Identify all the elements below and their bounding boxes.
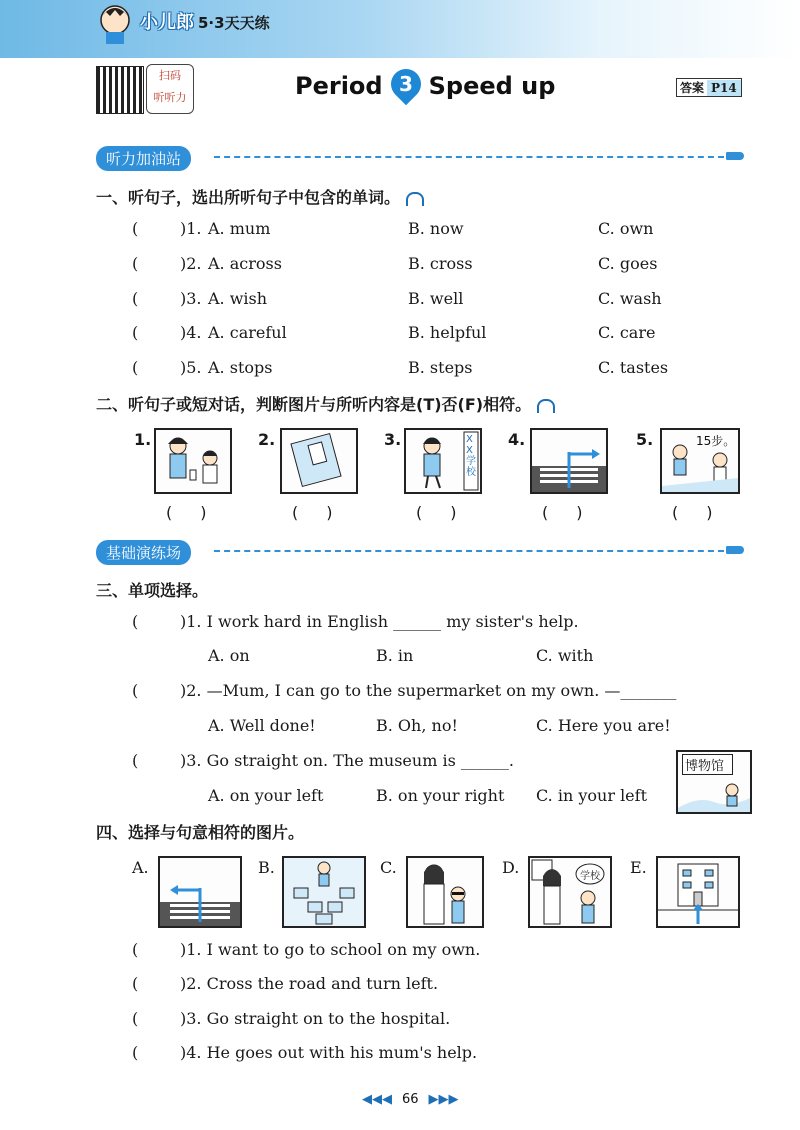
answer-blank[interactable]: ( xyxy=(132,1009,139,1028)
q2-picture-5 xyxy=(660,428,740,494)
q4-sentence: )4. He goes out with his mum's help. xyxy=(180,1043,478,1062)
q4-pic-label: D. xyxy=(502,858,520,877)
q2-picture-4 xyxy=(530,428,608,494)
answer-blank[interactable]: () xyxy=(672,503,741,522)
answer-ref: 答案 P14 xyxy=(676,78,742,97)
answer-blank[interactable]: () xyxy=(292,503,361,522)
answer-blank[interactable]: ( xyxy=(132,751,139,770)
q1-item-number: )1. xyxy=(180,219,202,238)
next-arrows[interactable]: ▶▶▶ xyxy=(428,1092,459,1107)
answer-blank[interactable]: ( xyxy=(132,323,139,342)
divider xyxy=(214,550,724,552)
museum-sign: 博物馆 xyxy=(682,754,733,775)
answer-blank[interactable]: ( xyxy=(132,358,139,377)
museum-picture xyxy=(676,750,752,814)
q1-item-number: )2. xyxy=(180,254,202,273)
steps-bubble: 15步。 xyxy=(696,434,736,448)
section-pill-practice: 基础演练场 xyxy=(96,540,191,565)
q2-pic-num: 3. xyxy=(384,430,402,449)
mascot-avatar xyxy=(98,4,132,44)
q4-picture-a xyxy=(158,856,242,928)
q2-pic-num: 5. xyxy=(636,430,654,449)
headphones-icon xyxy=(406,192,424,206)
q4-picture-b xyxy=(282,856,366,928)
pen-icon xyxy=(726,152,744,160)
answer-blank[interactable]: ( xyxy=(132,289,139,308)
answer-blank[interactable]: ( xyxy=(132,940,139,959)
speech-bubble: 学校 xyxy=(580,871,600,882)
answer-blank[interactable]: () xyxy=(542,503,611,522)
q2-picture-3 xyxy=(404,428,482,494)
option-b[interactable]: B. in xyxy=(376,646,414,665)
option-a[interactable]: A. mum xyxy=(208,219,271,238)
option-b[interactable]: B. well xyxy=(408,289,464,308)
q1-item-number: )4. xyxy=(180,323,202,342)
q4-sentence: )2. Cross the road and turn left. xyxy=(180,974,439,993)
prev-arrows[interactable]: ◀◀◀ xyxy=(362,1092,392,1107)
option-a[interactable]: A. Well done! xyxy=(208,716,316,735)
answer-blank[interactable]: ( xyxy=(132,219,139,238)
q1-item-number: )3. xyxy=(180,289,202,308)
q3-stem: )3. Go straight on. The museum is ______. xyxy=(180,751,514,770)
option-c[interactable]: C. goes xyxy=(598,254,658,273)
q4-sentence: )1. I want to go to school on my own. xyxy=(180,940,481,959)
q4-picture-c xyxy=(406,856,484,928)
option-c[interactable]: C. in your left xyxy=(536,786,647,805)
q1-item-number: )5. xyxy=(180,358,202,377)
option-a[interactable]: A. across xyxy=(208,254,282,273)
option-a[interactable]: A. careful xyxy=(208,323,287,342)
option-a[interactable]: A. on xyxy=(208,646,250,665)
option-b[interactable]: B. steps xyxy=(408,358,473,377)
q1-heading: 一、听句子，选出所听句子中包含的单词。 xyxy=(96,185,424,208)
answer-blank[interactable]: ( xyxy=(132,1043,139,1062)
option-b[interactable]: B. Oh, no! xyxy=(376,716,458,735)
option-a[interactable]: A. on your left xyxy=(208,786,324,805)
q4-sentence: )3. Go straight on to the hospital. xyxy=(180,1009,451,1028)
q3-stem: )1. I work hard in English ______ my sister's help. xyxy=(180,612,579,631)
option-c[interactable]: C. tastes xyxy=(598,358,669,377)
qr-code[interactable] xyxy=(96,66,144,114)
q4-pic-label: A. xyxy=(132,858,149,877)
option-c[interactable]: C. wash xyxy=(598,289,662,308)
headphones-icon xyxy=(537,399,555,413)
q4-pic-label: E. xyxy=(630,858,647,877)
q3-stem: )2. —Mum, I can go to the supermarket on my own. —_______ xyxy=(180,681,677,700)
q4-heading: 四、选择与句意相符的图片。 xyxy=(96,823,305,842)
q4-pic-label: C. xyxy=(380,858,397,877)
answer-blank[interactable]: () xyxy=(416,503,485,522)
page-number: 66 xyxy=(402,1092,419,1107)
q4-pic-label: B. xyxy=(258,858,275,877)
period-badge: 3 xyxy=(384,63,426,105)
q2-picture-1 xyxy=(154,428,232,494)
answer-blank[interactable]: ( xyxy=(132,254,139,273)
pen-icon xyxy=(726,546,744,554)
option-b[interactable]: B. helpful xyxy=(408,323,487,342)
q3-heading: 三、单项选择。 xyxy=(96,581,209,600)
answer-blank[interactable]: ( xyxy=(132,974,139,993)
section-pill-listening: 听力加油站 xyxy=(96,146,191,171)
brand: 小儿郎 5·3天天练 xyxy=(140,12,270,33)
option-b[interactable]: B. now xyxy=(408,219,464,238)
option-c[interactable]: C. own xyxy=(598,219,654,238)
page-title: Period 3 Speed up xyxy=(295,72,555,102)
scan-label: 扫码 听听力 xyxy=(146,64,194,114)
page-footer xyxy=(362,1092,459,1107)
option-b[interactable]: B. cross xyxy=(408,254,473,273)
option-c[interactable]: C. Here you are! xyxy=(536,716,671,735)
answer-blank[interactable]: ( xyxy=(132,681,139,700)
answer-blank[interactable]: ( xyxy=(132,612,139,631)
option-a[interactable]: A. stops xyxy=(208,358,273,377)
option-b[interactable]: B. on your right xyxy=(376,786,505,805)
school-sign: XX学校 xyxy=(466,434,476,478)
divider xyxy=(214,156,724,158)
answer-blank[interactable]: () xyxy=(166,503,235,522)
q4-picture-e xyxy=(656,856,740,928)
q2-pic-num: 1. xyxy=(134,430,152,449)
option-a[interactable]: A. wish xyxy=(208,289,268,308)
q2-pic-num: 2. xyxy=(258,430,276,449)
option-c[interactable]: C. with xyxy=(536,646,594,665)
q4-picture-d xyxy=(528,856,612,928)
q2-picture-2 xyxy=(280,428,358,494)
option-c[interactable]: C. care xyxy=(598,323,656,342)
q2-pic-num: 4. xyxy=(508,430,526,449)
q2-heading: 二、听句子或短对话，判断图片与所听内容是(T)否(F)相符。 xyxy=(96,392,555,415)
